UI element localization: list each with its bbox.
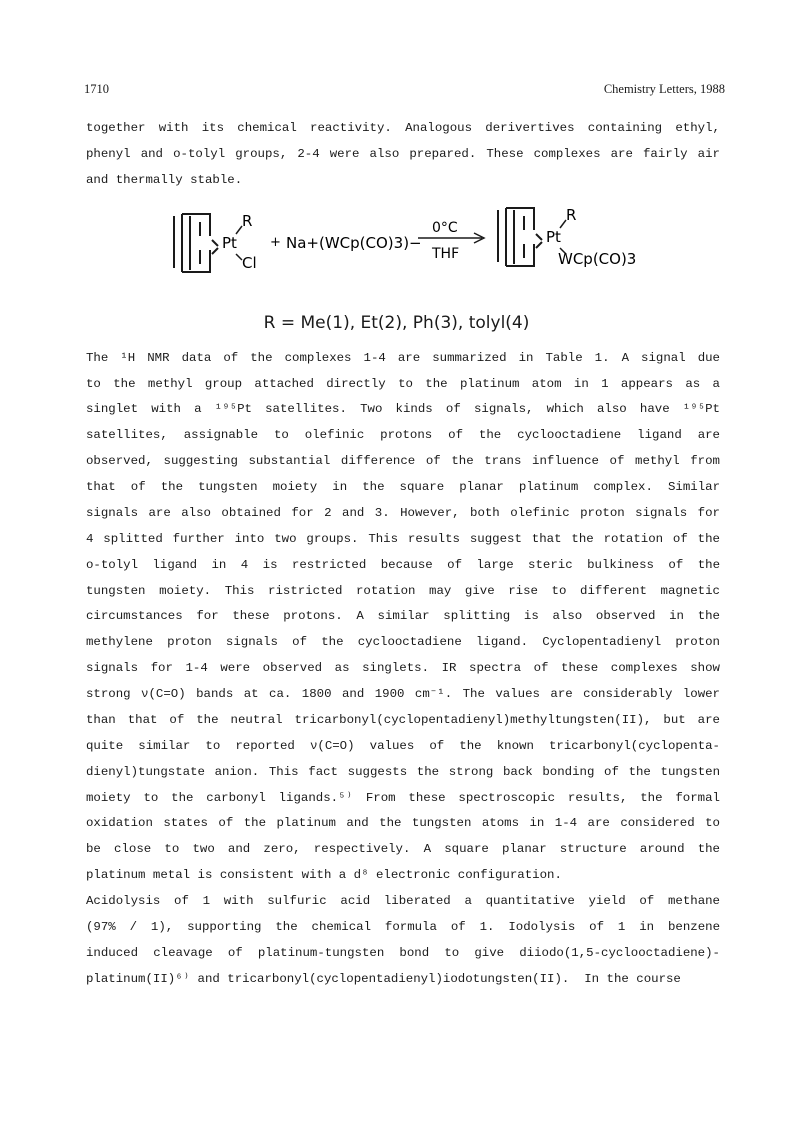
page-number: 1710 [84,82,109,96]
journal-header: Chemistry Letters, 1988 [603,82,725,96]
body-line: be close to two and zero, respectively. A square planar structure around the [86,842,720,856]
body-line: than that of the neutral tricarbonyl(cyclopentadienyl)methyltungsten(II), but are [86,713,720,727]
w-group-label: WCp(CO)3 [558,250,637,268]
body-line: satellites, assignable to olefinic protons of the cyclooctadiene ligand are [86,428,720,442]
body-line: (97% / 1), supporting the chemical formula of 1. Iodolysis of 1 in benzene [86,920,720,934]
body-line: platinum metal is consistent with a d⁸ electronic configuration. [86,868,562,882]
intro-line: and thermally stable. [86,173,243,187]
r-label-right: R [566,206,577,224]
body-line: circumstances for these protons. A similar splitting is also observed in the [86,609,720,623]
condition-solvent: THF [432,246,460,262]
body-line: 4 splitted further into two groups. This results suggest that the rotation of the [86,532,720,546]
body-line: o-tolyl ligand in 4 is restricted because of large steric bulkiness of the [86,558,720,572]
body-line: strong ν(C=O) bands at ca. 1800 and 1900 cm⁻¹. The values are considerably lower [86,687,720,701]
pt-label-right: Pt [546,228,561,246]
body-line: platinum(II)⁶⁾ and tricarbonyl(cyclopentadienyl)iodotungsten(II). In the course [86,972,681,986]
body-line: observed, suggesting substantial difference of the trans influence of methyl from [86,454,720,468]
intro-line: together with its chemical reactivity. Analogous derivertives containing ethyl, [86,121,720,135]
pt-label-left: Pt [222,234,237,252]
body-line: Acidolysis of 1 with sulfuric acid liberated a quantitative yield of methane [86,894,720,908]
body-line: to the methyl group attached directly to the platinum atom in 1 appears as a [86,377,720,391]
body-line: signals for 1-4 were observed as singlets. IR spectra of these complexes show [86,661,720,675]
r-label-left: R [242,212,253,230]
body-line: that of the tungsten moiety in the square planar platinum complex. Similar [86,480,720,494]
body-line: moiety to the carbonyl ligands.⁵⁾ From these spectroscopic results, the formal [86,791,720,805]
body-line: tungsten moiety. This ristricted rotation may give rise to different magnetic [86,584,720,598]
intro-line: phenyl and o-tolyl groups, 2-4 were also prepared. These complexes are fairly air [86,147,720,161]
cl-label: Cl [242,254,257,272]
body-line: dienyl)tungstate anion. This fact suggests the strong back bonding of the tungsten [86,765,720,779]
reagent-label: Na+(WCp(CO)3)− [286,234,422,252]
reaction-scheme [170,202,640,282]
plus-sign: + [270,235,281,250]
cod-ligand-right [498,208,542,266]
body-line: quite similar to reported ν(C=O) values of the known tricarbonyl(cyclopenta- [86,739,720,753]
body-line: signals are also obtained for 2 and 3. However, both olefinic proton signals for [86,506,720,520]
body-line: oxidation states of the platinum and the tungsten atoms in 1-4 are considered to [86,816,720,830]
cod-ligand-left [174,214,218,272]
body-line: The ¹H NMR data of the complexes 1-4 are summarized in Table 1. A signal due [86,351,720,365]
condition-temperature: 0°C [432,220,458,236]
body-line: singlet with a ¹⁹⁵Pt satellites. Two kinds of signals, which also have ¹⁹⁵Pt [86,402,720,416]
body-line: induced cleavage of platinum-tungsten bond to give diiodo(1,5-cyclooctadiene)- [86,946,720,960]
body-line: methylene proton signals of the cyclooctadiene ligand. Cyclopentadienyl proton [86,635,720,649]
substituent-list: R = Me(1), Et(2), Ph(3), tolyl(4) [263,313,530,333]
